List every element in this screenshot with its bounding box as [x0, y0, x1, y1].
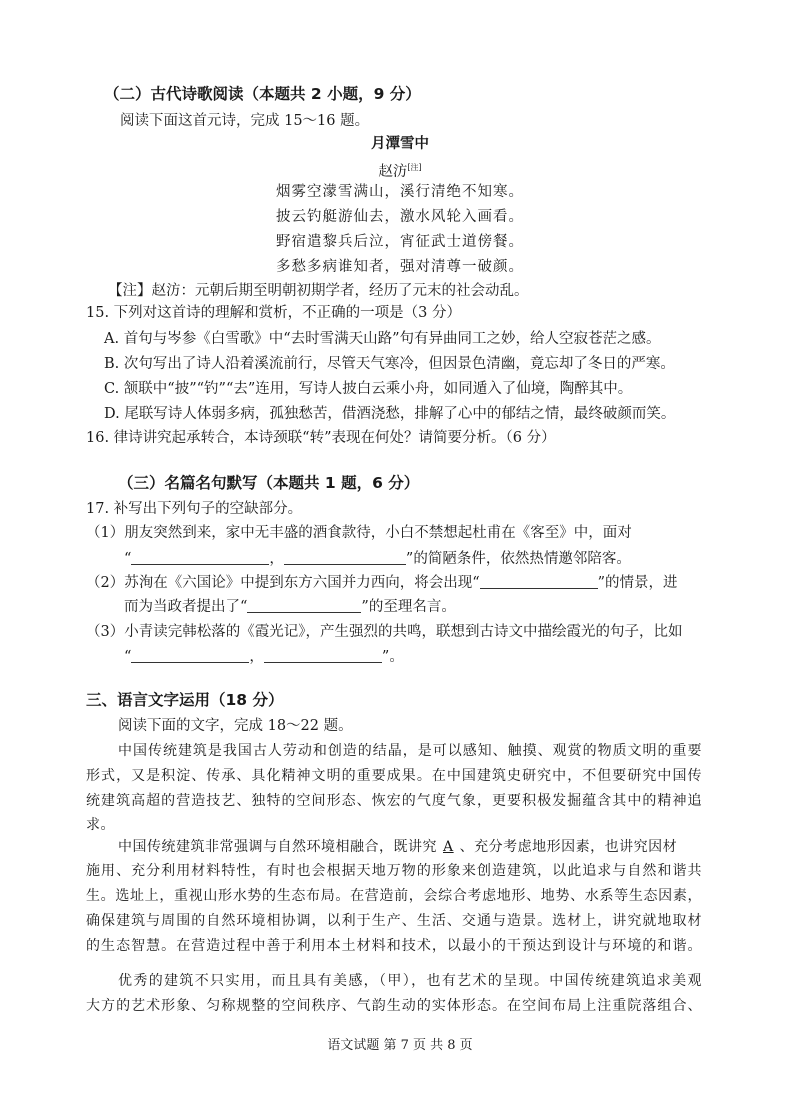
poem-line: 多愁多病谁知者，强对清尊一破颜。	[276, 259, 524, 275]
passage-line: 中国传统建筑非常强调与自然环境相融合，既讲究 A 、充分考虑地形因素，也讲究因材	[118, 839, 678, 855]
question-17-item-3-blanks: “ ， ”。	[124, 649, 404, 665]
question-17-item-1-blanks: “ ， ”的简陋条件，依然热情邀邻陪客。	[124, 551, 631, 567]
poetry-intro: 阅读下面这首元诗，完成 15～16 题。	[120, 113, 370, 129]
question-17-stem: 17. 补写出下列句子的空缺部分。	[86, 501, 303, 517]
poem-author	[0, 158, 800, 182]
question-16-stem: 16. 律诗讲究起承转合，本诗颈联“转”表现在何处？请简要分析。（6 分）	[86, 430, 556, 446]
question-17-item-3: （3）小青读完韩松落的《霞光记》，产生强烈的共鸣，联想到古诗文中描绘霞光的句子，比如	[86, 624, 683, 640]
passage-line: 求。	[86, 817, 115, 833]
answer-blank[interactable]	[480, 573, 598, 589]
question-17-item-1: （1）朋友突然到来，家中无丰盛的酒食款待，小白不禁想起杜甫在《客至》中，面对	[86, 525, 632, 541]
passage-line: 的生态智慧。在营造过程中善于利用本土材料和技术，以最小的干预达到设计与环境的和谐。	[86, 938, 702, 954]
question-15-stem: 15. 下列对这首诗的理解和赏析，不正确的一项是（3 分）	[86, 305, 462, 321]
blank-a: A	[443, 839, 454, 855]
answer-blank[interactable]	[264, 647, 382, 663]
section-title-dictation: （三）名篇名句默写（本题共 1 题，6 分）	[118, 474, 420, 492]
passage-line: 统建筑高超的营造技艺、独特的空间形态、恢宏的气度气象，更要积极发掘蕴含其中的精神追	[86, 793, 702, 809]
poem-line: 披云钓艇游仙去，激水风轮入画看。	[276, 209, 524, 225]
passage-line: 形式，又是积淀、传承、具化精神文明的重要成果。在中国建筑史研究中，不但要研究中国传	[86, 768, 702, 784]
poem-note: 【注】赵汸：元朝后期至明朝初期学者，经历了元末的社会动乱。	[108, 283, 529, 299]
passage-line: 确保建筑与周围的自然环境相协调，以利于生产、生活、交通与造景。选材上，讲究就地取材	[86, 913, 702, 929]
poem-author-note-mark: [注]	[407, 163, 422, 172]
passage-line: 生。选址上，重视山形水势的生态布局。在营造前，会综合考虑地形、地势、水系等生态因素，	[86, 888, 702, 904]
poem-line: 野宿遣黎兵后泣，宵征武士道傍餐。	[276, 234, 524, 250]
page-footer: 语文试题 第 7 页 共 8 页	[327, 1038, 473, 1053]
section-title-poetry: （二）古代诗歌阅读（本题共 2 小题，9 分）	[104, 85, 421, 103]
answer-blank[interactable]	[284, 549, 406, 565]
poem-title: 月潭雪中	[371, 135, 429, 152]
passage-line: 中国传统建筑是我国古人劳动和创造的结晶，是可以感知、触摸、观赏的物质文明的重要	[118, 743, 702, 759]
answer-blank[interactable]	[247, 597, 361, 613]
passage-line: 优秀的建筑不只实用，而且具有美感，（甲），也有艺术的呈现。中国传统建筑追求美观	[118, 973, 702, 989]
passage-line: 大方的艺术形象、匀称规整的空间秩序、气韵生动的实体形态。在空间布局上注重院落组合、	[86, 998, 702, 1014]
question-15-option-a: A. 首句与岑参《白雪歌》中“去时雪满天山路”句有异曲同工之妙，给人空寂苍茫之感。	[104, 331, 661, 347]
question-17-item-2: （2）苏洵在《六国论》中提到东方六国并力西向，将会出现“ ”的情景，进	[86, 575, 678, 591]
question-17-item-2-cont: 而为当政者提出了“ ”的至理名言。	[124, 599, 456, 615]
part-title-language-use: 三、语言文字运用（18 分）	[86, 691, 284, 709]
answer-blank[interactable]	[131, 647, 249, 663]
passage-line: 施用、充分利用材料特性，有时也会根据天地万物的形象来创造建筑，以此追求与自然和谐共	[86, 863, 702, 879]
poem-author-name: 赵汸	[378, 164, 408, 180]
question-15-option-b: B. 次句写出了诗人沿着溪流前行，尽管天气寒冷，但因景色清幽，竟忘却了冬日的严寒。	[104, 356, 675, 372]
passage-intro: 阅读下面的文字，完成 18～22 题。	[118, 718, 353, 734]
answer-blank[interactable]	[131, 549, 269, 565]
poem-line: 烟雾空濛雪满山，溪行清绝不知寒。	[276, 184, 524, 200]
question-15-option-d: D. 尾联写诗人体弱多病，孤独愁苦，借酒浇愁，排解了心中的郁结之情，最终破颜而笑。	[104, 406, 676, 422]
question-15-option-c: C. 颔联中“披”“钓”“去”连用，写诗人披白云乘小舟，如同遁入了仙境，陶醉其中。	[104, 381, 633, 397]
